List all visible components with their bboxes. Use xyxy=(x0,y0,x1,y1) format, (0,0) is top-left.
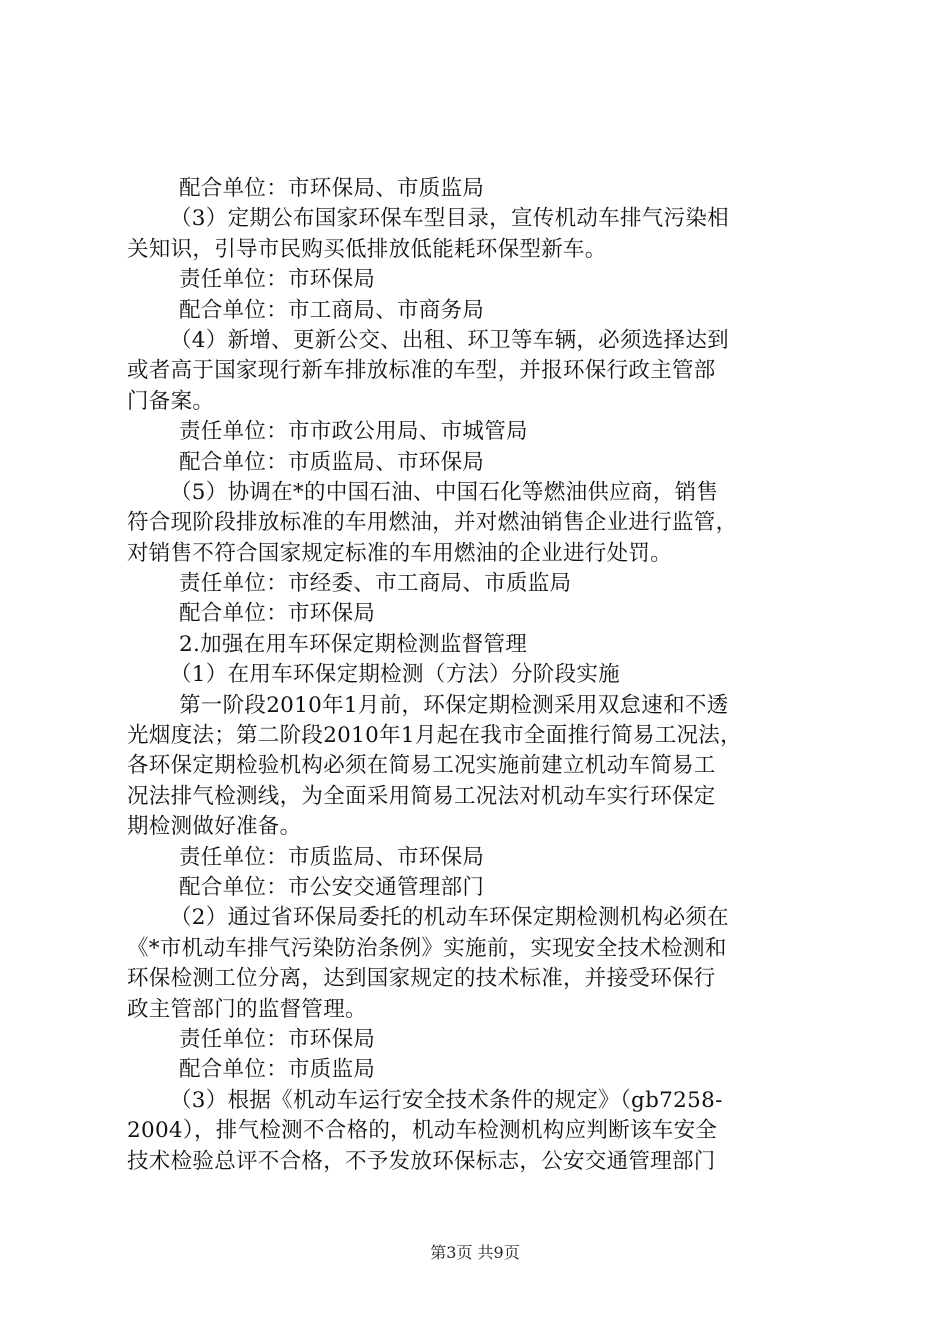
text-line: 配合单位：市环保局、市质监局 xyxy=(179,176,485,201)
page-number-footer: 第3页 共9页 xyxy=(430,1243,520,1262)
text-line: 责任单位：市经委、市工商局、市质监局 xyxy=(179,571,572,597)
text-line: 关知识，引导市民购买低排放低能耗环保型新车。 xyxy=(127,236,607,262)
text-line: （5）协调在*的中国石油、中国石化等燃油供应商，销售 xyxy=(170,479,719,505)
text-line: 期检测做好准备。 xyxy=(127,814,302,840)
text-line: 《*市机动车排气污染防治条例》实施前，实现安全技术检测和 xyxy=(127,935,727,961)
text-line: （1）在用车环保定期检测（方法）分阶段实施 xyxy=(170,662,620,688)
text-line: （4）新增、更新公交、出租、环卫等车辆，必须选择达到 xyxy=(170,327,729,353)
text-line: 门备案。 xyxy=(127,388,215,414)
text-line: 况法排气检测线，为全面采用简易工况法对机动车实行环保定 xyxy=(127,783,716,809)
text-line: 责任单位：市质监局、市环保局 xyxy=(179,844,485,870)
text-line: 配合单位：市公安交通管理部门 xyxy=(179,874,485,900)
text-line: 光烟度法；第二阶段2010年1月起在我市全面推行简易工况法， xyxy=(127,723,742,749)
text-line: 配合单位：市环保局 xyxy=(179,601,376,627)
text-line: 责任单位：市环保局 xyxy=(179,1026,376,1052)
text-line: 责任单位：市环保局 xyxy=(179,267,376,293)
text-line: 环保检测工位分离，达到国家规定的技术标准，并接受环保行 xyxy=(127,966,716,992)
text-line: 第一阶段2010年1月前，环保定期检测采用双怠速和不透 xyxy=(179,692,729,718)
text-line: 责任单位：市市政公用局、市城管局 xyxy=(179,419,528,445)
text-line: 政主管部门的监督管理。 xyxy=(127,996,367,1022)
text-line: 配合单位：市工商局、市商务局 xyxy=(179,297,485,323)
text-line: 配合单位：市质监局 xyxy=(179,1057,376,1083)
text-line: （3）定期公布国家环保车型目录，宣传机动车排气污染相 xyxy=(170,206,729,232)
text-line: 2004），排气检测不合格的，机动车检测机构应判断该车安全 xyxy=(127,1118,718,1144)
section-heading: 2.加强在用车环保定期检测监督管理 xyxy=(179,631,528,657)
text-line: 配合单位：市质监局、市环保局 xyxy=(179,449,485,475)
text-line: 各环保定期检验机构必须在简易工况实施前建立机动车简易工 xyxy=(127,753,716,779)
text-line: （3）根据《机动车运行安全技术条件的规定》（gb7258- xyxy=(170,1087,723,1113)
text-line: 对销售不符合国家规定标准的车用燃油的企业进行处罚。 xyxy=(127,540,673,566)
text-line: 或者高于国家现行新车排放标准的车型，并报环保行政主管部 xyxy=(127,358,716,384)
text-line: 技术检验总评不合格，不予发放环保标志，公安交通管理部门 xyxy=(127,1148,716,1174)
document-body xyxy=(127,174,830,1177)
text-line: （2）通过省环保局委托的机动车环保定期检测机构必须在 xyxy=(170,905,729,931)
text-line: 符合现阶段排放标准的车用燃油，并对燃油销售企业进行监管， xyxy=(127,510,738,536)
